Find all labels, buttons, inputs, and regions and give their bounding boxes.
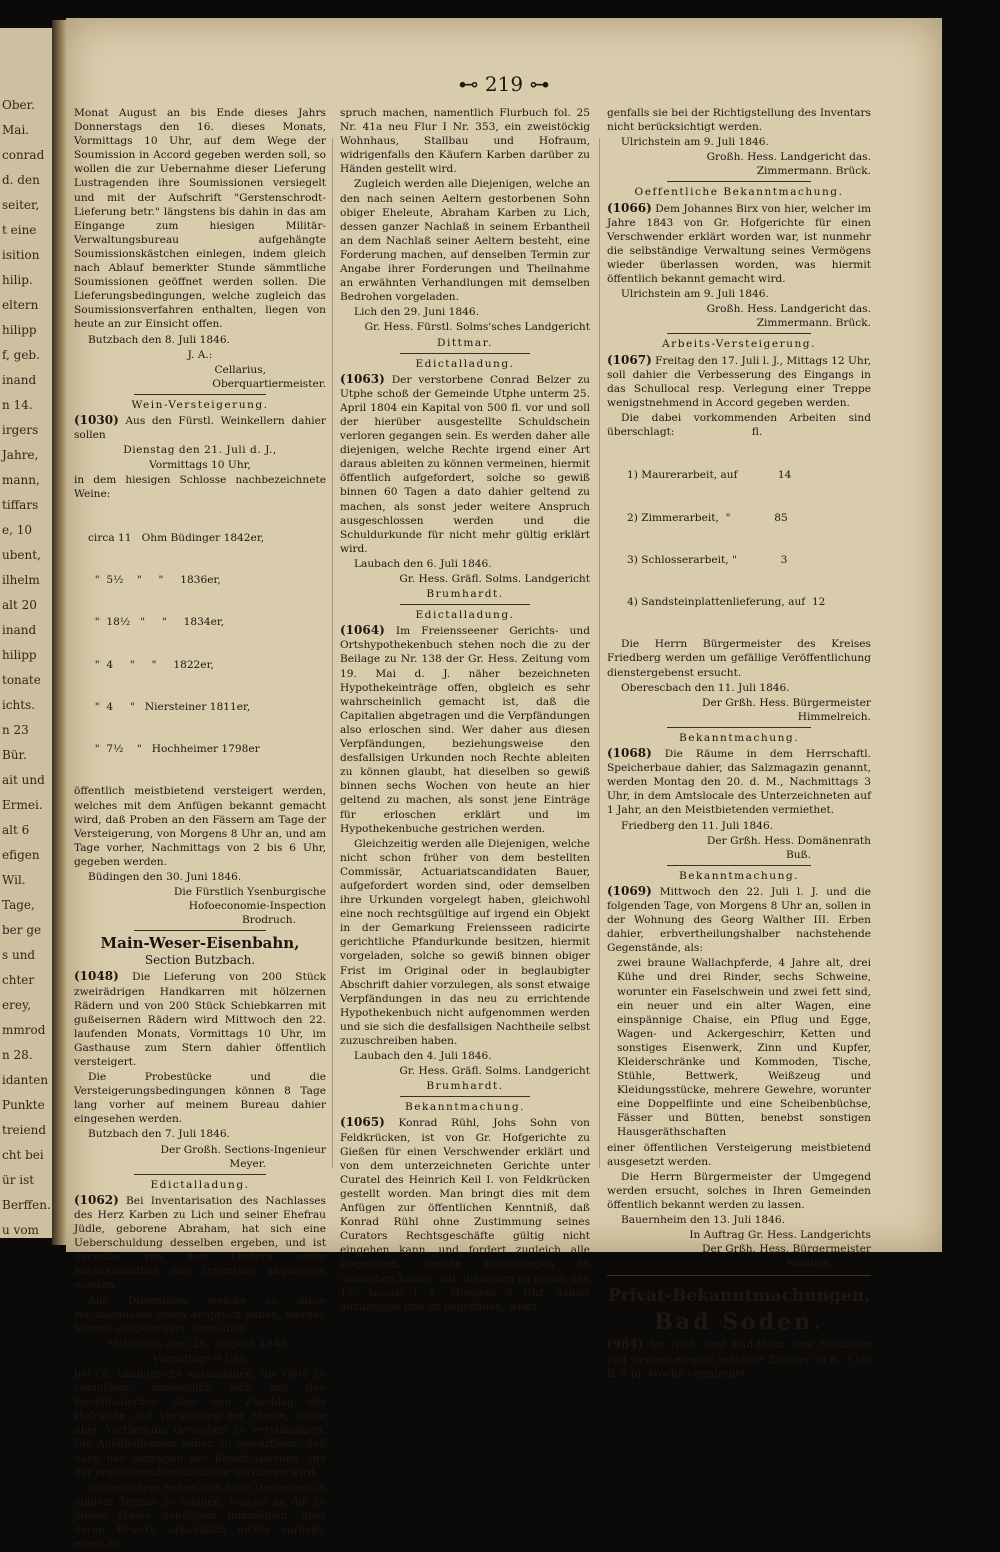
column-divider [332,138,333,1168]
separator [667,865,811,866]
notice-signature: Himmelreich. [797,710,871,723]
notice-signature: Der Grßh. Hess. Domänenrath [706,834,871,847]
notice-number: (1064) [340,623,385,638]
notice-text: Die Herrn Bürgermeister der Umgegend werden ersucht, solches in Ihren Gemeinden öffentlich bekannt werden zu lassen. [607,1170,871,1211]
notice-signature: Walther. [786,1257,831,1270]
notice-text: Alle Diejenigen, welche an diese Nachlaßmasse einen Anspruch haben, werden hiermit aufgefordert, denselben [74,1294,326,1335]
previous-page-fragment: tonate [2,673,41,687]
notice-text: Zugleich werden alle Diejenigen, welche an den nach seinen Aeltern gestorbenen Sohn obiger Eheleute, Abraham Karben zu Lich, dessen ganzer Nachlaß in seinem Erbantheil an dem Nachlaß seiner Aeltern besteht, eine Forderung machen, auf denselben Termin zur Angabe ihrer Forderungen und Theilnahme an erwähnten Verhandlungen mit demselben Bedrohen vorgeladen. [340,178,590,304]
previous-page-fragment: f, geb. [2,348,40,362]
previous-page-fragment: efigen [2,848,40,862]
notice-text: Dem Johannes Birx von hier, welcher im Jahre 1843 von Gr. Hofgerichte für einen Verschwender erklärt worden war, ist nunmehr die selbständige Verwaltung seines Vermögens wieder überlassen worden, was hiermit öffentlich bekannt gemacht wird. [607,202,871,286]
previous-page-fragment: treiend [2,1123,47,1137]
wine-item: " 18½ " " 1834er, [88,616,225,629]
notice-place-date: Ulrichstein am 9. Juli 1846. [621,288,769,301]
railway-heading: Main-Weser-Eisenbahn, [100,934,300,953]
notice-text: Die Lieferung von 200 Stück zweirädrigen Handkarren mit hölzernen Rädern und von 200 Stück Schiebkarren mit gußeisernen Rädern wird Mittwoch den 22. laufenden Monats, Vormittags 10 Uhr, im Gasthause zum Stern dahier öffentlich versteigert. [74,971,326,1068]
previous-page-fragment: seiter, [2,198,40,212]
separator [134,1174,266,1175]
previous-page-fragment: hilip. [2,273,33,287]
notice-text: Die Probestücke und die Versteigerungsbedingungen können 8 Tage lang vorher auf meinem Bureau dahier eingesehen werden. [74,1071,326,1126]
previous-page-fragment: n 23 [2,723,29,737]
previous-page-fragment: ubent, [2,548,41,562]
notice-place-date: Butzbach den 7. Juli 1846. [88,1128,230,1141]
notice-number: (1066) [607,200,652,215]
section-heading: Oeffentliche Bekanntmachung. [634,186,844,199]
separator [667,727,811,728]
notice-text: in dem hiesigen Schlosse nachbezeichnete Weine: [74,474,326,501]
previous-page-fragment: idanten [2,1073,49,1087]
previous-page-fragment: n 14. [2,398,33,412]
previous-page-fragment: conrad [2,148,45,162]
notice-text: Bei Inventarisation des Nachlasses des Herz Karben zu Lich und seiner Ehefrau Jüdle, geborene Abraham, hat sich eine Ueberschuldung desselben ergeben, und ist derselbe von den Kindern unter Rechtswohlthat des Inventars angetreten worden. [74,1194,326,1292]
previous-page-fragment: hilipp [2,648,37,662]
previous-page-fragment: alt 6 [2,823,30,837]
notice-place-date: Friedberg den 11. Juli 1846. [621,819,774,832]
notice-signature: Die Fürstlich Ysenburgische [173,886,326,899]
notice-signature: Gr. Hess. Gräfl. Solms. Landgericht [399,573,590,585]
notice-signature: In Auftrag Gr. Hess. Landgerichts [689,1229,871,1242]
work-item: 2) Zimmerarbeit, " 85 [627,511,788,524]
previous-page-fragment: Wil. [2,873,26,887]
notice-text: bei Gr. Landgericht anzumelden, die Güte zu versuchen, namentlich sich mit den Beneficialerben über den Zuschlag der Hofraithe und Verwaltung der Masse, sowie über Vertheilung derselben zu verständigen. Die Ausbleibenden haben zu gewärtigen, daß nach den Anträgen der Beneficialerben und der erscheinenden Gläubiger verfahren wird. [74,1367,326,1479]
notice-text: Gleichzeitig werden alle Diejenigen, welche nicht schon früher von dem bestellten Commissär, Actuariatscandidaten Bauer, aufgefordert worden sind, oder demselben ihre Urkunden vorgelegt haben, gleichwohl eine noch rechtsgültige auf irgend ein Objekt in der Gemarkung Freiensseen radicirte gerichtliche Pfandurkunde besitzen, hiermit vorgeladen, solche so gewiß binnen obiger Frist im Original oder in beglaubigter Abschrift dahier vorzulegen, als sonst etwaige Verpfändungen in das neu zu errichtende Hypothekenbuch nicht aufgenommen werden und sie sich die desfallsigen Nachtheile selbst zuzuschreiben haben. [340,837,590,1047]
work-items-list [607,440,871,637]
notice-signature: Gr. Hess. Gräfl. Solms. Landgericht [399,1065,590,1078]
newspaper-page [66,18,942,1551]
previous-page-fragment: Ermei. [2,798,43,812]
notice-place-date: Oberescbach den 11. Juli 1846. [621,681,790,694]
separator [400,604,530,605]
column-1 [74,106,326,1552]
column-3 [607,106,875,1382]
bad-soden-heading: Bad Soden. [654,1309,824,1336]
previous-page-fragment: ilhelm [2,573,40,587]
previous-page-fragment: Bür. [2,748,27,762]
notice-signature: Meyer. [229,1157,266,1170]
separator [667,333,811,334]
wine-item: " 4 " Niersteiner 1811er, [88,700,251,713]
notice-number: (1062) [74,1192,119,1207]
notice-text: Monat August an bis Ende dieses Jahrs Donnerstags den 16. dieses Monats, Vormittags 10 Uhr, auf dem Wege der Soumission in Accord gegeben werden soll, so wollen die zur Uebernahme dieser Lieferung Lustragenden ihre Soumissionen versiegelt und mit der Aufschrift "Gerstenschrodt-Lieferung betr." längstens bis dahin in das am Eingange zum hiesigen Militär-Verwaltungsbureau aufgehängte Soumissionskästchen einlegen, indem gleich nach Ablauf bemerkter Stunde sämmtliche Soumissionen geöffnet werden sollen. Die Lieferungsbedingungen, welche zugleich das Soumissionsverfahren enthalten, liegen von heute an zur Einsicht offen. [74,107,326,331]
notice-signature: Der Grßh. Hess. Bürgermeister [702,696,871,709]
previous-page-fragment: inand [2,623,37,637]
column-divider [599,138,600,1168]
railway-subheading: Section Butzbach. [144,953,256,968]
previous-page-fragment: cht bei [2,1148,44,1162]
notice-text: Mittwoch den 22. Juli l. J. und die folgenden Tage, von Morgens 8 Uhr an, sollen in der Wohnung des Georg Walther III. Erben dahier, erbvertheilungshalber nachstehende Gegenstände, als: [607,885,871,955]
separator [400,1096,530,1097]
previous-page-fragment: hilipp [2,323,37,337]
notice-signature: Der Grßh. Hess. Bürgermeister [702,1243,871,1256]
previous-page-edge [0,28,55,1238]
notice-text: Im Freiensseener Gerichts- und Ortshypothekenbuch stehen noch die zu der Beilage zu Nr. 138 der Gr. Hess. Zeitung vom 19. Mai d. J. näher bezeichneten Hypothekeinträge offen, obgleich es sehr wahrscheinlich gemacht ist, daß die Capitalien abgetragen und die Verpfändungen also erloschen sind. Wer daher aus diesen Verpfändungen, beziehungsweise den desfallsigen Urkunden noch Rechte ableiten zu können glaubt, hat dieselben so gewiß binnen sechs Wochen von heute an hier geltend zu machen, als sonst jene Einträge für erloschen erklärt und im Hypothekenbuche gestrichen werden. [340,625,590,835]
previous-page-fragment: t eine [2,223,37,237]
notice-text: Im Gast- und Bad-Haus zum Nassauer Hof werden elegant möblirte Zimmer zu fl. 3 bis fl. 4 pr. Woche vermiethet. [607,1339,872,1380]
page-number: ⊷ 219 ⊶ [458,72,550,96]
previous-page-fragment: e, 10 [2,523,32,537]
notice-number: (1065) [340,1115,385,1130]
column-2 [340,106,590,1315]
work-item: 4) Sandsteinplattenlieferung, auf 12 [627,596,826,609]
notice-text: genfalls sie bei der Richtigstellung des Inventars nicht berücksichtigt werden. [607,107,871,134]
previous-page-fragment: Ober. [2,98,35,112]
section-heading: Wein-Versteigerung. [131,398,269,411]
book-binding [52,20,66,1245]
notice-text: spruch machen, namentlich Flurbuch fol. 25 Nr. 41a neu Flur I Nr. 353, ein zweistöckig Wohnhaus, Stallbau und Hofraum, widrigenfalls den Käufern Karben darüber zu Händen gestellt wird. [340,107,590,176]
notice-number: (1048) [74,969,119,984]
notice-place-date: Büdingen den 30. Juni 1846. [88,870,242,883]
previous-page-fragment: ber ge [2,923,42,937]
previous-page-fragment: ichts. [2,698,36,712]
notice-signature: Buß. [785,848,811,861]
previous-page-fragment: n 28. [2,1048,33,1062]
previous-page-fragment: tiffars [2,498,39,512]
wine-item: " 5½ " " 1836er, [88,574,221,586]
notice-time: Vormittags 10 Uhr, [149,459,251,472]
notice-text: Die dabei vorkommenden Arbeiten sind überschlagt: fl. [607,411,875,438]
notice-place-date: Laubach den 4. Juli 1846. [354,1050,492,1063]
notice-signature: Großh. Hess. Landgericht das. [706,303,871,316]
notice-place-date: Bauernheim den 13. Juli 1846. [621,1214,785,1227]
separator [400,353,530,354]
notice-signature: Brumhardt. [426,1080,504,1093]
notice-time: Vormittags 9 Uhr, [152,1352,248,1365]
notice-text: öffentlich meistbietend versteigert werden, welches mit dem Anfügen bekannt gemacht wird, daß Proben an den Fässern am Tage der Versteigerung, von Morgens 8 Uhr an, und am Tage vorher, Nachmittags von 2 bis 6 Uhr, gegeben werden. [74,785,326,868]
notice-signature: Der Großh. Sections-Ingenieur [160,1143,326,1156]
notice-number: (1030) [74,412,119,427]
previous-page-fragment: eltern [2,298,39,312]
notice-text: Der verstorbene Conrad Belzer zu Utphe schoß der Gemeinde Utphe unterm 25. April 1804 ein Kapital von 500 fl. vor und soll der hierüber ausgestellte Schuldschein verloren gegangen sein. Es werden daher alle diejenigen, welche Rechte irgend einer Art daraus ableiten zu können vermeinen, hiermit öffentlich aufgefordert, solche so gewiß binnen 60 Tagen a dato dahier geltend zu machen, als sonst jeder weitere Anspruch ausgeschlossen werden und die Schuldurkunde für nicht mehr gültig erklärt wird. [340,373,590,555]
wine-item: circa 11 Ohm Büdinger 1842er, [88,531,265,544]
previous-page-fragment: isition [2,248,40,262]
notice-signature: Hofoeconomie-Inspection [188,900,326,913]
notice-number: (984) [607,1337,644,1352]
section-heading: Arbeits-Versteigerung. [662,338,816,351]
notice-number: (1067) [607,352,652,367]
private-announcements-heading: Privat-Bekanntmachungen. [608,1286,870,1307]
previous-page-fragment: d. den [2,173,40,187]
notice-signature: Zimmermann. Brück. [756,317,871,330]
notice-signature: Brodruch. [241,914,296,927]
notice-signature: Oberquartiermeister. [212,377,326,390]
separator [134,930,266,931]
notice-signature: Cellarius, [214,363,266,376]
notice-place-date: Laubach den 6. Juli 1846. [354,557,492,570]
notice-text: Aus den Fürstl. Weinkellern dahier sollen [74,414,326,442]
wine-item: " 4 " " 1822er, [88,658,214,671]
notice-text: zwei braune Wallachpferde, 4 Jahre alt, drei Kühe und drei Rinder, sechs Schweine, worunter ein Faselschwein und zwei fett sind, ein neuer und ein alter Wagen, eine einspännige Chaise, ein Pflug und Egge, Wagen- und Ackergeschirr, Ketten und sonstiges Eisenwerk, Zinn und Kupfer, Kleiderschränke und Kommoden, Tische, Stühle, Bettwerk, Weißzeug und Kleidungsstücke, mehrere Gewehre, worunter eine Doppelflinte und eine Scheibenbüchse, Fässer und Bütten, benebst sonstigen Hausgeräthschaften [617,957,871,1139]
notice-signature: Gr. Hess. Fürstl. Solms'sches Landgericht [364,321,590,334]
wine-item: " 7½ " Hochheimer 1798er [88,743,260,756]
previous-page-fragment: u vom [2,1223,39,1237]
separator [667,181,811,182]
notice-signature: Dittmar. [436,336,494,349]
previous-page-fragment: Mai. [2,123,30,137]
previous-page-fragment: Jahre, [2,448,39,462]
previous-page-fragment: mmrod [2,1023,46,1037]
notice-signature: J. A.: [187,348,213,361]
notice-signature: Großh. Hess. Landgericht das. [706,151,871,164]
notice-place-date: Ulrichstein am 9. Juli 1846. [621,136,769,149]
notice-number: (1068) [607,746,652,761]
section-heading: Edictalladung. [415,609,515,622]
notice-place-date: Lich den 29. Juni 1846. [354,306,479,319]
work-item: 3) Schlosserarbeit, " 3 [627,553,788,566]
section-heading: Bekanntmachung. [678,731,800,744]
previous-page-fragment: s und [2,948,36,962]
previous-page-fragment: chter [2,973,35,987]
notice-date: Mittwoch den 26. August 1846, [108,1337,292,1350]
section-heading: Bekanntmachung. [404,1101,526,1114]
notice-text: einer öffentlichen Versteigerung meistbietend ausgesetzt werden. [607,1141,871,1168]
notice-date: Dienstag den 21. Juli d. J., [123,444,277,457]
notice-text: Freitag den 17. Juli l. J., Mittags 12 Uhr, soll dahier die Verbesserung des Eingangs in das Schullocal resp. Verlegung einer Treppe wenigstnehmend in Accord gegeben werden. [607,354,871,409]
notice-place-date: Butzbach den 8. Juli 1846. [88,333,230,346]
separator [134,394,266,395]
notice-signature: Brumhardt. [426,588,504,601]
section-heading: Bekanntmachung. [678,869,800,882]
notice-number: (1063) [340,371,385,386]
previous-page-fragment: irgers [2,423,39,437]
notice-text: Konrad Rühl, Johs Sohn von Feldkrücken, ist von Gr. Hofgerichte zu Gießen für einen Verschwender erklärt und von dem unterzeichneten Gerichte unter Curatel des Heinrich Keil I. von Feldkrücken gestellt worden. Man bringt dies mit dem Anfügen zur öffentlichen Kenntniß, daß Konrad Rühl ohne Zustimmung seines Curators Rechtsgeschäfte gültig nicht eingehen kann, und fordert zugleich alle Diejenigen, welche Forderungen an denselben haben, auf, dieselben so gewiß den 13. August l. J., Morgens 8 Uhr, dahier anzuzeigen und zu begründen, widri- [340,1117,590,1313]
notice-number: (1069) [607,883,652,898]
notice-text: Insbesondere haben sich auch Diejenigen in obigem Termin zu melden, welche an die zu dieser Masse gehörigen Immobilien, über deren Erwerb urkundlich nichts vorliegt, einen An- [74,1481,326,1551]
separator [607,1275,871,1276]
notice-signature: Zimmermann. Brück. [756,165,871,178]
section-heading: Edictalladung. [150,1178,250,1191]
work-item: 1) Maurerarbeit, auf 14 [627,469,792,482]
section-heading: Edictalladung. [415,357,515,370]
previous-page-fragment: Tage, [2,898,35,912]
previous-page-fragment: mann, [2,473,40,487]
previous-page-fragment: inand [2,373,37,387]
previous-page-fragment: Punkte [2,1098,45,1112]
notice-text: Die Räume in dem Herrschaftl. Speicherbaue dahier, das Salzmagazin genannt, werden Montag den 20. d. M., Nachmittags 3 Uhr, in dem Amtslocale des Unterzeichneten auf 1 Jahr, an den Meistbietenden vermiethet. [607,748,871,817]
previous-page-fragment: alt 20 [2,598,37,612]
previous-page-fragment: erey, [2,998,31,1012]
notice-text: Die Herrn Bürgermeister des Kreises Friedberg werden um gefällige Veröffentlichung dienstergebenst ersucht. [607,638,871,679]
wine-list [74,503,326,785]
previous-page-fragment: Berffen. [2,1198,51,1212]
previous-page-fragment: ait und [2,773,45,787]
previous-page-fragment: ür ist [2,1173,35,1187]
